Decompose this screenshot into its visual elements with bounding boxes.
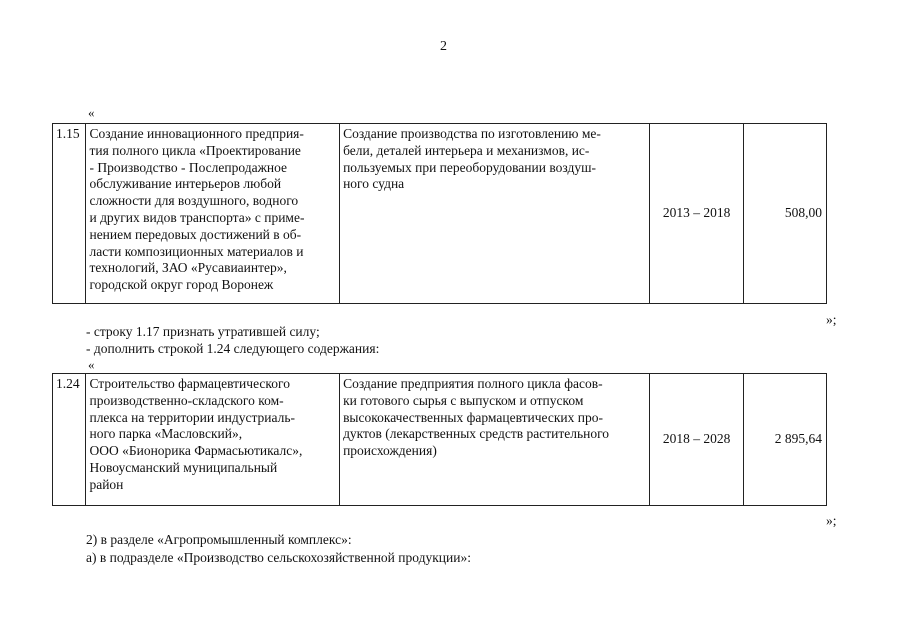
- open-quote-2: «: [88, 357, 95, 372]
- row-number: 1.24: [53, 374, 86, 506]
- project-period: 2018 – 2028: [650, 374, 743, 506]
- project-name: Создание инновационного предприя- тия полного цикла «Проектирование - Производство - Послепродажное обслуживание интерьеров любой сложности для воздушного, водного и других видов транспорта» с приме- нением передовых достижений в об- ласти композиционных материалов и технологий, ЗАО «Русавиаинтер», городской округ город Воронеж: [86, 124, 340, 304]
- page-number: 2: [440, 39, 447, 54]
- open-quote-1: «: [88, 105, 95, 120]
- instruction-line-1: - строку 1.17 признать утратившей силу;: [86, 324, 320, 339]
- instruction-line-2: - дополнить строкой 1.24 следующего содержания:: [86, 341, 380, 356]
- project-name: Строительство фармацевтического производственно-складского ком- плекса на территории индустриаль- ного парка «Масловский», ООО «Бионорика Фармасьютикалс», Новоусманский муниципальный район: [86, 374, 340, 506]
- close-quote-1: »;: [826, 312, 837, 327]
- project-description: Создание предприятия полного цикла фасов- ки готового сырья с выпуском и отпуском высококачественных фармацевтических про- дуктов (лекарственных средств растительного происхождения): [340, 374, 650, 506]
- row-number: 1.15: [53, 124, 86, 304]
- project-amount: 2 895,64: [743, 374, 826, 506]
- project-description: Создание производства по изготовлению ме- бели, деталей интерьера и механизмов, ис- пользуемых при переоборудовании воздуш- ного судна: [340, 124, 650, 304]
- table-row-1-15: [52, 123, 827, 304]
- section-line-2: а) в подразделе «Производство сельскохозяйственной продукции»:: [86, 550, 471, 565]
- section-line-1: 2) в разделе «Агропромышленный комплекс»:: [86, 532, 352, 547]
- project-period: 2013 – 2018: [650, 124, 743, 304]
- project-amount: 508,00: [743, 124, 826, 304]
- close-quote-2: »;: [826, 513, 837, 528]
- table-row-1-24: [52, 373, 827, 506]
